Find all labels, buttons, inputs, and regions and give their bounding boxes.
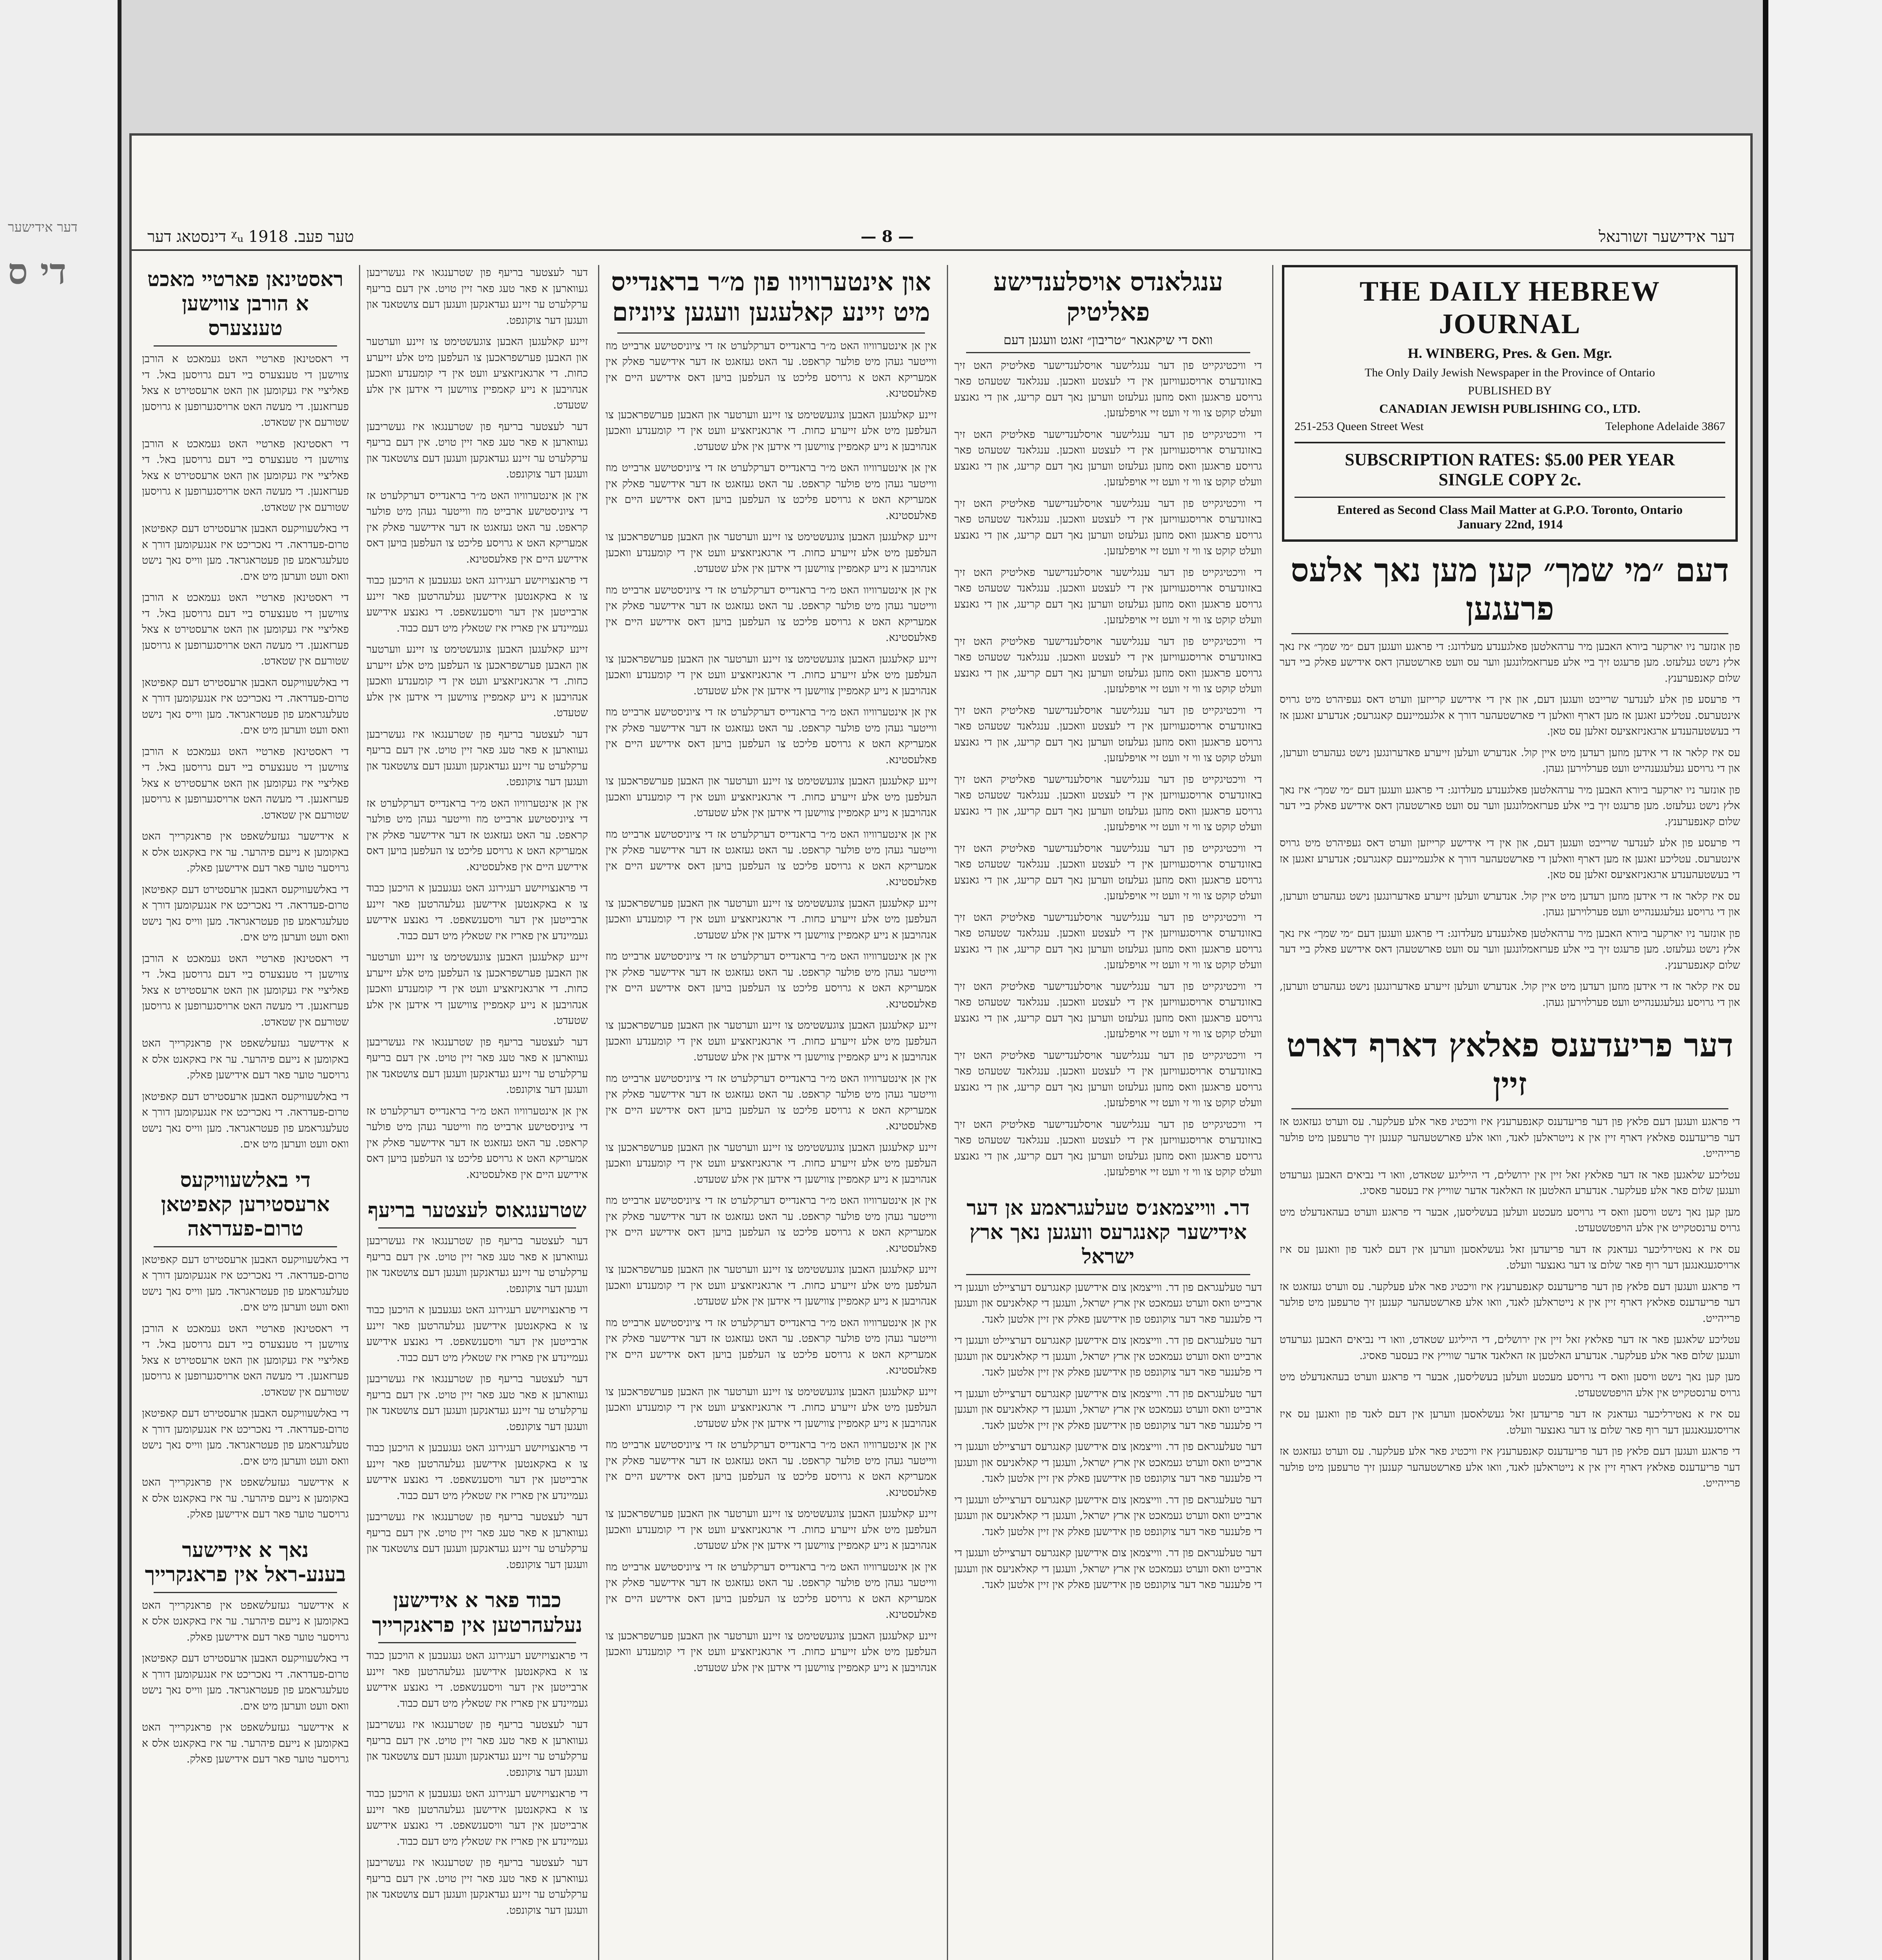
paragraph: די ראסטינאן פארטיי האט געמאכט א הורבן צווישען די טענצערס ביי דעם גרויסען באל. די פאליציי איז געקומען און האט ארעסטירט א צאל פערזאנען. די מעשה האט ארויסגערופען א גרויסען שטורעם אין שטאדט. <box>142 353 349 429</box>
paragraph: דער לעצטער בריעף פון שטרענגאו איז געשריבען געווארען א פאר טעג פאר זיין טויט. אין דעם בריעף ערקלערט ער זיינע געדאנקען וועגען דעם צושטאנד און וועגען דער צוקונפט. <box>366 420 588 480</box>
paragraph: מען קען נאך נישט וויסען וואס די גרויסע מעכטע וועלען בעשליסען, אבער די פראגע ווערט בעהאנדעלט מיט גרויס ערנסטקייט אין אלע הויפטשטעדט. <box>1280 1206 1740 1234</box>
paragraph: אין אן אינטערוויוו האט מ״ר בראנדייס דערקלערט אז די ציוניסטישע ארבייט מוז ווייטער געהן מיט פולער קראפט. ער האט געזאגט אז דער אידישער פאלק אין אמעריקא האט א גרויסע פליכט צו העלפען בויען דאס אידישע היים אין פאלעסטינא. <box>606 1316 937 1377</box>
paragraph: א אידישער געזעלשאפט אין פראנקרייך האט באקומען א נייעם פיהרער. ער איז באקאנט אלס א גרויסער טוער פאר דעם אידישען פאלק. <box>142 1721 349 1766</box>
paragraph: זיינע קאלעגען האבען צוגעשטימט צו זיינע ווערטער און האבען פערשפראכען צו העלפען מיט אלע זייערע כחות. די ארגאניזאציע וועט אין די קומענדע וואכען אנהויבען א נייע קאמפיין צווישען די אידען אין אלע שטעדט. <box>366 643 588 719</box>
article-body <box>954 1280 1262 1593</box>
paragraph: די פראגע וועגען דעם פלאץ פון דער פריעדענס קאנפערענץ איז וויכטיג פאר אלע פעלקער. עס ווערט געזאגט אז דער פריעדענס פאלאץ דארף זיין אין א נייטראלען לאנד, וואו אלע פארשטעהער קענען זיך טרעפען מיט פולער פרייהייט. <box>1280 1445 1740 1490</box>
paragraph: אין אן אינטערוויוו האט מ״ר בראנדייס דערקלערט אז די ציוניסטישע ארבייט מוז ווייטער געהן מיט פולער קראפט. ער האט געזאגט אז דער אידישער פאלק אין אמעריקא האט א גרויסע פליכט צו העלפען בויען דאס אידישע היים אין פאלעסטינא. <box>606 339 937 400</box>
paragraph: עטליכע שלאגען פאר אז דער פאלאץ זאל זיין אין ירושלים, די הייליגע שטאדט, וואו די נביאים האבען גערעדט וועגען שלום פאר אלע פעלקער. אנדערע האלטען אז האלאנד אדער שווייץ איז בעסער פאסיג. <box>1280 1334 1740 1362</box>
article-body <box>142 1252 349 1523</box>
divider <box>1291 1108 1728 1109</box>
paragraph: די וויכטיגקייט פון דער ענגלישער אויסלענדישער פאליטיק האט זיך באזונדערס ארויסגעוויזען אין די לעצטע וואכען. ענגלאנד שטעהט פאר גרויסע פראגען וואס מוזען געלעזט ווערען נאך דעם קריעג, און די גאנצע וועלט קוקט צו ווי זי וועט זיי אויפלעזען. <box>954 566 1262 626</box>
paragraph: זיינע קאלעגען האבען צוגעשטימט צו זיינע ווערטער און האבען פערשפראכען צו העלפען מיט אלע זייערע כחות. די ארגאניזאציע וועט אין די קומענדע וואכען אנהויבען א נייע קאמפיין צווישען די אידען אין אלע שטעדט. <box>366 336 588 411</box>
article-body <box>142 1598 349 1768</box>
paragraph: א אידישער געזעלשאפט אין פראנקרייך האט באקומען א נייעם פיהרער. ער איז באקאנט אלס א גרויסער טוער פאר דעם אידישען פאלק. <box>142 1476 349 1521</box>
cut-off-running-head: דער אידישער <box>8 220 78 235</box>
headline-bolsheviks: די באלשעוויקעס ארעסטירען קאפיטאן טרום-פעדראה <box>161 1168 330 1241</box>
paragraph: אין אן אינטערוויוו האט מ״ר בראנדייס דערקלערט אז די ציוניסטישע ארבייט מוז ווייטער געהן מיט פולער קראפט. ער האט געזאגט אז דער אידישער פאלק אין אמעריקא האט א גרויסע פליכט צו העלפען בויען דאס אידישע היים אין פאלעסטינא. <box>366 1105 588 1181</box>
paragraph: די פראנצויזישע רעגירונג האט געגעבען א הויכען כבוד צו א באקאנטען אידישען געלעהרטען פאר זיינע ארבייטען אין דער וויסענשאפט. די גאנצע אידישע געמיינדע אין פאריז איז שטאלץ מיט דעם כבוד. <box>366 1788 588 1847</box>
paragraph: די פרעסע פון אלע לענדער שרייבט וועגען דעם, און אין די אידישע קרייזען ווערט דאס געפיהרט מיט גרויס אינטערעס. עטליכע זאגען אז מען דארף וואלען די פארשטעהער דורך א אלגעמיינעם קאנגרעס; אנדערע זאגען אז די בעשטעהענדע ארגאניזאציעס זאלען עס טאן. <box>1280 837 1741 881</box>
paragraph: זיינע קאלעגען האבען צוגעשטימט צו זיינע ווערטער און האבען פערשפראכען צו העלפען מיט אלע זייערע כחות. די ארגאניזאציע וועט אין די קומענדע וואכען אנהויבען א נייע קאמפיין צווישען די אידען אין אלע שטעדט. <box>366 951 588 1027</box>
paragraph: די וויכטיגקייט פון דער ענגלישער אויסלענדישער פאליטיק האט זיך באזונדערס ארויסגעוויזען אין די לעצטע וואכען. ענגלאנד שטעהט פאר גרויסע פראגען וואס מוזען געלעזט ווערען נאך דעם קריעג, און די גאנצע וועלט קוקט צו ווי זי וועט זיי אויפלעזען. <box>954 497 1262 557</box>
masthead-box <box>1282 265 1738 542</box>
paragraph: דער לעצטער בריעף פון שטרענגאו איז געשריבען געווארען א פאר טעג פאר זיין טויט. אין דעם בריעף ערקלערט ער זיינע געדאנקען וועגען דעם צושטאנד און וועגען דער צוקונפט. <box>366 1511 588 1571</box>
paragraph: די באלשעוויקעס האבען ארעסטירט דעם קאפיטאן טרום-פעדראה. די נאכריכט איז אנגעקומען דורך א טעלעגראמע פון פעטראגראד. מען ווייס נאך נישט וואס וועט ווערען מיט אים. <box>142 1652 349 1712</box>
article-body <box>1280 639 1740 1011</box>
subscription-rates: SUBSCRIPTION RATES: $5.00 PER YEAR <box>1295 442 1725 470</box>
paragraph: אין אן אינטערוויוו האט מ״ר בראנדייס דערקלערט אז די ציוניסטישע ארבייט מוז ווייטער געהן מיט פולער קראפט. ער האט געזאגט אז דער אידישער פאלק אין אמעריקא האט א גרויסע פליכט צו העלפען בויען דאס אידישע היים אין פאלעסטינא. <box>366 489 588 565</box>
mail-entry-notice: Entered as Second Class Mail Matter at G.P.O. Toronto, Ontario <box>1295 497 1725 517</box>
divider <box>966 352 1250 353</box>
paragraph: די באלשעוויקעס האבען ארעסטירט דעם קאפיטאן טרום-פעדראה. די נאכריכט איז אנגעקומען דורך א טעלעגראמע פון פעטראגראד. מען ווייס נאך נישט וואס וועט ווערען מיט אים. <box>142 883 349 944</box>
column-1 <box>947 265 1268 1960</box>
paragraph: די וויכטיגקייט פון דער ענגלישער אויסלענדישער פאליטיק האט זיך באזונדערס ארויסגעוויזען אין די לעצטע וואכען. ענגלאנד שטעהט פאר גרויסע פראגען וואס מוזען געלעזט ווערען נאך דעם קריעג, און די גאנצע וועלט קוקט צו ווי זי וועט זיי אויפלעזען. <box>954 359 1262 419</box>
paragraph: די פרעסע פון אלע לענדער שרייבט וועגען דעם, און אין די אידישע קרייזען ווערט דאס געפיהרט מיט גרויס אינטערעס. עטליכע זאגען אז מען דארף וואלען די פארשטעהער דורך א אלגעמיינעם קאנגרעס; אנדערע זאגען אז די בעשטעהענדע ארגאניזאציעס זאלען עס טאן. <box>1280 693 1741 738</box>
mail-entry-date: January 22nd, 1914 <box>1457 517 1563 531</box>
paragraph: דער לעצטער בריעף פון שטרענגאו איז געשריבען געווארען א פאר טעג פאר זיין טויט. אין דעם בריעף ערקלערט ער זיינע געדאנקען וועגען דעם צושטאנד און וועגען דער צוקונפט. <box>366 267 588 327</box>
subheadline: וואס די שיקאגאר ״טריבון״ זאגט וועגען דעם <box>1003 332 1213 347</box>
paragraph: די פראנצויזישע רעגירונג האט געגעבען א הויכען כבוד צו א באקאנטען אידישען געלעהרטען פאר זיינע ארבייטען אין דער וויסענשאפט. די גאנצע אידישע געמיינדע אין פאריז איז שטאלץ מיט דעם כבוד. <box>366 1442 588 1502</box>
divider <box>378 1642 576 1643</box>
paragraph: אין אן אינטערוויוו האט מ״ר בראנדייס דערקלערט אז די ציוניסטישע ארבייט מוז ווייטער געהן מיט פולער קראפט. ער האט געזאגט אז דער אידישער פאלק אין אמעריקא האט א גרויסע פליכט צו העלפען בויען דאס אידישע היים אין פאלעסטינא. <box>606 950 937 1010</box>
paragraph: דער טעלעגראם פון דר. ווייצמאן צום אידישען קאנגרעס דערציילט וועגען די ארבייט וואס ווערט געמאכט אין ארץ ישראל, וועגען די קאלאניעס און וועגען די פלענער פאר דער צוקונפט פון אידישען פאלק אין זיין אלטען לאנד. <box>954 1441 1262 1485</box>
divider <box>378 1227 576 1229</box>
paragraph: זיינע קאלעגען האבען צוגעשטימט צו זיינע ווערטער און האבען פערשפראכען צו העלפען מיט אלע זייערע כחות. די ארגאניזאציע וועט אין די קומענדע וואכען אנהויבען א נייע קאמפיין צווישען די אידען אין אלע שטעדט. <box>606 775 937 819</box>
masthead-telephone: Telephone Adelaide 3867 <box>1605 420 1725 433</box>
divider <box>617 332 925 334</box>
column-4 <box>136 265 355 1960</box>
divider <box>154 1246 337 1247</box>
article-body <box>366 265 588 1183</box>
paragraph: פון אונזער ניו יארקער ביורא האבען מיר ערהאלטען פאלגענדע מעלדונג: די פראגע וועגען דעם ״מי שמך״ איז נאך אלץ נישט געלעזט. מען פרעגט זיך ביי אלע פערזאמלונגען ווער עס וועט פארשטעהן דאס אידישע פאלק ביי דער שלום קאנפערענץ. <box>1280 640 1740 684</box>
running-head-title: דער אידישער זשורנאל <box>1599 228 1735 246</box>
paragraph: די ראסטינאן פארטיי האט געמאכט א הורבן צווישען די טענצערס ביי דעם גרויסען באל. די פאליציי איז געקומען און האט ארעסטירט א צאל פערזאנען. די מעשה האט ארויסגערופען א גרויסען שטורעם אין שטאדט. <box>142 952 349 1028</box>
column-3 <box>359 265 594 1960</box>
masthead-address-row <box>1295 420 1725 433</box>
running-head-date: דינסטאג דער ᵡᵤ טער פעב. 1918 <box>147 228 354 246</box>
paragraph: פון אונזער ניו יארקער ביורא האבען מיר ערהאלטען פאלגענדע מעלדונג: די פראגע וועגען דעם ״מי שמך״ איז נאך אלץ נישט געלעזט. מען פרעגט זיך ביי אלע פערזאמלונגען ווער עס וועט פארשטעהן דאס אידישע פאלק ביי דער שלום קאנפערענץ. <box>1280 927 1740 971</box>
paragraph: די פראנצויזישע רעגירונג האט געגעבען א הויכען כבוד צו א באקאנטען אידישען געלעהרטען פאר זיינע ארבייטען אין דער וויסענשאפט. די גאנצע אידישע געמיינדע אין פאריז איז שטאלץ מיט דעם כבוד. <box>366 1650 588 1710</box>
paragraph: אין אן אינטערוויוו האט מ״ר בראנדייס דערקלערט אז די ציוניסטישע ארבייט מוז ווייטער געהן מיט פולער קראפט. ער האט געזאגט אז דער אידישער פאלק אין אמעריקא האט א גרויסע פליכט צו העלפען בויען דאס אידישע היים אין פאלעסטינא. <box>606 462 937 522</box>
paragraph: א אידישער געזעלשאפט אין פראנקרייך האט באקומען א נייעם פיהרער. ער איז באקאנט אלס א גרויסער טוער פאר דעם אידישען פאלק. <box>142 1037 349 1082</box>
article-body <box>1280 1114 1740 1492</box>
paragraph: עס איז קלאר אז די אידען מוזען רעדען מיט איין קול. אנדערש וועלען זייערע פאדערונגען נישט געהערט ווערען, און די גרויסע געלעגענהייט וועט פערלוירען געהן. <box>1280 980 1740 1009</box>
paragraph: אין אן אינטערוויוו האט מ״ר בראנדייס דערקלערט אז די ציוניסטישע ארבייט מוז ווייטער געהן מיט פולער קראפט. ער האט געזאגט אז דער אידישער פאלק אין אמעריקא האט א גרויסע פליכט צו העלפען בויען דאס אידישע היים אין פאלעסטינא. <box>606 706 937 766</box>
headline-england-foreign-policy: ענגלאנדס אויסלענדישע פאליטיק <box>993 267 1223 327</box>
column-main <box>1272 265 1746 1960</box>
cut-off-headline: די ס <box>8 251 67 292</box>
paragraph: דער טעלעגראם פון דר. ווייצמאן צום אידישען קאנגרעס דערציילט וועגען די ארבייט וואס ווערט געמאכט אין ארץ ישראל, וועגען די קאלאניעס און וועגען די פלענער פאר דער צוקונפט פון אידישען פאלק אין זיין אלטען לאנד. <box>954 1547 1262 1591</box>
running-head <box>132 226 1750 251</box>
masthead-title: THE DAILY HEBREW JOURNAL <box>1360 276 1660 339</box>
page-number: — 8 — <box>861 227 914 246</box>
paragraph: עס איז קלאר אז די אידען מוזען רעדען מיט איין קול. אנדערש וועלען זייערע פאדערונגען נישט געהערט ווערען, און די גרויסע געלעגענהייט וועט פערלוירען געהן. <box>1280 746 1740 775</box>
paragraph: די וויכטיגקייט פון דער ענגלישער אויסלענדישער פאליטיק האט זיך באזונדערס ארויסגעוויזען אין די לעצטע וואכען. ענגלאנד שטעהט פאר גרויסע פראגען וואס מוזען געלעזט ווערען נאך דעם קריעג, און די גאנצע וועלט קוקט צו ווי זי וועט זיי אויפלעזען. <box>954 773 1262 833</box>
paragraph: דער לעצטער בריעף פון שטרענגאו איז געשריבען געווארען א פאר טעג פאר זיין טויט. אין דעם בריעף ערקלערט ער זיינע געדאנקען וועגען דעם צושטאנד און וועגען דער צוקונפט. <box>366 1036 588 1096</box>
paragraph: די פראנצויזישע רעגירונג האט געגעבען א הויכען כבוד צו א באקאנטען אידישען געלעהרטען פאר זיינע ארבייטען אין דער וויסענשאפט. די גאנצע אידישע געמיינדע אין פאריז איז שטאלץ מיט דעם כבוד. <box>366 1304 588 1364</box>
headline-weizmann-telegram: דר. ווייצמאנ׳ס טעלעגראמע אן דער אידישער קאנגרעס וועגען נאך ארץ ישראל <box>966 1196 1250 1269</box>
paragraph: די וויכטיגקייט פון דער ענגלישער אויסלענדישער פאליטיק האט זיך באזונדערס ארויסגעוויזען אין די לעצטע וואכען. ענגלאנד שטעהט פאר גרויסע פראגען וואס מוזען געלעזט ווערען נאך דעם קריעג, און די גאנצע וועלט קוקט צו ווי זי וועט זיי אויפלעזען. <box>954 704 1262 764</box>
masthead-published-by: PUBLISHED BY <box>1468 384 1552 397</box>
paragraph: אין אן אינטערוויוו האט מ״ר בראנדייס דערקלערט אז די ציוניסטישע ארבייט מוז ווייטער געהן מיט פולער קראפט. ער האט געזאגט אז דער אידישער פאלק אין אמעריקא האט א גרויסע פליכט צו העלפען בויען דאס אידישע היים אין פאלעסטינא. <box>606 584 937 644</box>
paragraph: די פראגע וועגען דעם פלאץ פון דער פריעדענס קאנפערענץ איז וויכטיג פאר אלע פעלקער. עס ווערט געזאגט אז דער פריעדענס פאלאץ דארף זיין אין א נייטראלען לאנד, וואו אלע פארשטעהער קענען זיך טרעפען מיט פולער פרייהייט. <box>1280 1116 1740 1160</box>
paragraph: די פראגע וועגען דעם פלאץ פון דער פריעדענס קאנפערענץ איז וויכטיג פאר אלע פעלקער. עס ווערט געזאגט אז דער פריעדענס פאלאץ דארף זיין אין א נייטראלען לאנד, וואו אלע פארשטעהער קענען זיך טרעפען מיט פולער פרייהייט. <box>1280 1280 1740 1325</box>
paragraph: זיינע קאלעגען האבען צוגעשטימט צו זיינע ווערטער און האבען פערשפראכען צו העלפען מיט אלע זייערע כחות. די ארגאניזאציע וועט אין די קומענדע וואכען אנהויבען א נייע קאמפיין צווישען די אידען אין אלע שטעדט. <box>606 1263 937 1308</box>
headline-jewish-general: נאך א אידישער בענע-ראל אין פראנקרייך <box>145 1538 346 1587</box>
paragraph: די וויכטיגקייט פון דער ענגלישער אויסלענדישער פאליטיק האט זיך באזונדערס ארויסגעוויזען אין די לעצטע וואכען. ענגלאנד שטעהט פאר גרויסע פראגען וואס מוזען געלעזט ווערען נאך דעם קריעג, און די גאנצע וועלט קוקט צו ווי זי וועט זיי אויפלעזען. <box>954 1049 1262 1109</box>
paragraph: די פראנצויזישע רעגירונג האט געגעבען א הויכען כבוד צו א באקאנטען אידישען געלעהרטען פאר זיינע ארבייטען אין דער וויסענשאפט. די גאנצע אידישע געמיינדע אין פאריז איז שטאלץ מיט דעם כבוד. <box>366 574 588 634</box>
paragraph: עס איז א נאטירליכער געדאנק אז דער פריעדען זאל געשלאסען ווערען אין דעם לאנד פון וואנען עס איז ארויסגעגאנגען דער רוף פאר שלום צו דער גאנצער וועלט. <box>1280 1243 1740 1272</box>
paragraph: דער טעלעגראם פון דר. ווייצמאן צום אידישען קאנגרעס דערציילט וועגען די ארבייט וואס ווערט געמאכט אין ארץ ישראל, וועגען די קאלאניעס און וועגען די פלענער פאר דער צוקונפט פון אידישען פאלק אין זיין אלטען לאנד. <box>954 1494 1262 1538</box>
paragraph: זיינע קאלעגען האבען צוגעשטימט צו זיינע ווערטער און האבען פערשפראכען צו העלפען מיט אלע זייערע כחות. די ארגאניזאציע וועט אין די קומענדע וואכען אנהויבען א נייע קאמפיין צווישען די אידען אין אלע שטעדט. <box>606 1141 937 1185</box>
paragraph: די וויכטיגקייט פון דער ענגלישער אויסלענדישער פאליטיק האט זיך באזונדערס ארויסגעוויזען אין די לעצטע וואכען. ענגלאנד שטעהט פאר גרויסע פראגען וואס מוזען געלעזט ווערען נאך דעם קריעג, און די גאנצע וועלט קוקט צו ווי זי וועט זיי אויפלעזען. <box>954 911 1262 971</box>
headline-rastinan-party: ראסטינאן פארטיי מאכט א הורבן צווישען טענצערס <box>147 267 344 340</box>
masthead-publisher: CANADIAN JEWISH PUBLISHING CO., LTD. <box>1379 401 1641 416</box>
paragraph: א אידישער געזעלשאפט אין פראנקרייך האט באקומען א נייעם פיהרער. ער איז באקאנט אלס א גרויסער טוער פאר דעם אידישען פאלק. <box>142 830 349 875</box>
paragraph: די פראנצויזישע רעגירונג האט געגעבען א הויכען כבוד צו א באקאנטען אידישען געלעהרטען פאר זיינע ארבייטען אין דער וויסענשאפט. די גאנצע אידישע געמיינדע אין פאריז איז שטאלץ מיט דעם כבוד. <box>366 882 588 942</box>
paragraph: אין אן אינטערוויוו האט מ״ר בראנדייס דערקלערט אז די ציוניסטישע ארבייט מוז ווייטער געהן מיט פולער קראפט. ער האט געזאגט אז דער אידישער פאלק אין אמעריקא האט א גרויסע פליכט צו העלפען בויען דאס אידישע היים אין פאלעסטינא. <box>606 1072 937 1132</box>
film-margin-left <box>0 0 121 1960</box>
paragraph: די ראסטינאן פארטיי האט געמאכט א הורבן צווישען די טענצערס ביי דעם גרויסען באל. די פאליציי איז געקומען און האט ארעסטירט א צאל פערזאנען. די מעשה האט ארויסגערופען א גרויסען שטורעם אין שטאדט. <box>142 745 349 821</box>
paragraph: די וויכטיגקייט פון דער ענגלישער אויסלענדישער פאליטיק האט זיך באזונדערס ארויסגעוויזען אין די לעצטע וואכען. ענגלאנד שטעהט פאר גרויסע פראגען וואס מוזען געלעזט ווערען נאך דעם קריעג, און די גאנצע וועלט קוקט צו ווי זי וועט זיי אויפלעזען. <box>954 842 1262 902</box>
article-body <box>606 338 937 1676</box>
paragraph: זיינע קאלעגען האבען צוגעשטימט צו זיינע ווערטער און האבען פערשפראכען צו העלפען מיט אלע זייערע כחות. די ארגאניזאציע וועט אין די קומענדע וואכען אנהויבען א נייע קאמפיין צווישען די אידען אין אלע שטעדט. <box>606 897 937 941</box>
paragraph: אין אן אינטערוויוו האט מ״ר בראנדייס דערקלערט אז די ציוניסטישע ארבייט מוז ווייטער געהן מיט פולער קראפט. ער האט געזאגט אז דער אידישער פאלק אין אמעריקא האט א גרויסע פליכט צו העלפען בויען דאס אידישע היים אין פאלעסטינא. <box>366 797 588 873</box>
paragraph: די ראסטינאן פארטיי האט געמאכט א הורבן צווישען די טענצערס ביי דעם גרויסען באל. די פאליציי איז געקומען און האט ארעסטירט א צאל פערזאנען. די מעשה האט ארויסגערופען א גרויסען שטורעם אין שטאדט. <box>142 1322 349 1398</box>
paragraph: די באלשעוויקעס האבען ארעסטירט דעם קאפיטאן טרום-פעדראה. די נאכריכט איז אנגעקומען דורך א טעלעגראמע פון פעטראגראד. מען ווייס נאך נישט וואס וועט ווערען מיט אים. <box>142 1407 349 1467</box>
column-2 <box>598 265 943 1960</box>
paragraph: אין אן אינטערוויוו האט מ״ר בראנדייס דערקלערט אז די ציוניסטישע ארבייט מוז ווייטער געהן מיט פולער קראפט. ער האט געזאגט אז דער אידישער פאלק אין אמעריקא האט א גרויסע פליכט צו העלפען בויען דאס אידישע היים אין פאלעסטינא. <box>606 1439 937 1499</box>
paragraph: די באלשעוויקעס האבען ארעסטירט דעם קאפיטאן טרום-פעדראה. די נאכריכט איז אנגעקומען דורך א טעלעגראמע פון פעטראגראד. מען ווייס נאך נישט וואס וועט ווערען מיט אים. <box>142 676 349 737</box>
paragraph: דער לעצטער בריעף פון שטרענגאו איז געשריבען געווארען א פאר טעג פאר זיין טויט. אין דעם בריעף ערקלערט ער זיינע געדאנקען וועגען דעם צושטאנד און וועגען דער צוקונפט. <box>366 1857 588 1916</box>
paragraph: די באלשעוויקעס האבען ארעסטירט דעם קאפיטאן טרום-פעדראה. די נאכריכט איז אנגעקומען דורך א טעלעגראמע פון פעטראגראד. מען ווייס נאך נישט וואס וועט ווערען מיט אים. <box>142 523 349 583</box>
article-body <box>142 351 349 1152</box>
headline-brandeis-interview: און אינטערוויוו פון מ״ר בראנדייס מיט זיינע קאלעגען וועגען ציוניזם <box>611 267 931 327</box>
newspaper-page <box>129 133 1753 1960</box>
paragraph: פון אונזער ניו יארקער ביורא האבען מיר ערהאלטען פאלגענדע מעלדונג: די פראגע וועגען דעם ״מי שמך״ איז נאך אלץ נישט געלעזט. מען פרעגט זיך ביי אלע פערזאמלונגען ווער עס וועט פארשטעהן דאס אידישע פאלק ביי דער שלום קאנפערענץ. <box>1280 784 1740 828</box>
paragraph: די וויכטיגקייט פון דער ענגלישער אויסלענדישער פאליטיק האט זיך באזונדערס ארויסגעוויזען אין די לעצטע וואכען. ענגלאנד שטעהט פאר גרויסע פראגען וואס מוזען געלעזט ווערען נאך דעם קריעג, און די גאנצע וועלט קוקט צו ווי זי וועט זיי אויפלעזען. <box>954 980 1262 1040</box>
paragraph: זיינע קאלעגען האבען צוגעשטימט צו זיינע ווערטער און האבען פערשפראכען צו העלפען מיט אלע זייערע כחות. די ארגאניזאציע וועט אין די קומענדע וואכען אנהויבען א נייע קאמפיין צווישען די אידען אין אלע שטעדט. <box>606 1508 937 1552</box>
paragraph: די ראסטינאן פארטיי האט געמאכט א הורבן צווישען די טענצערס ביי דעם גרויסען באל. די פאליציי איז געקומען און האט ארעסטירט א צאל פערזאנען. די מעשה האט ארויסגערופען א גרויסען שטורעם אין שטאדט. <box>142 437 349 514</box>
paragraph: זיינע קאלעגען האבען צוגעשטימט צו זיינע ווערטער און האבען פערשפראכען צו העלפען מיט אלע זייערע כחות. די ארגאניזאציע וועט אין די קומענדע וואכען אנהויבען א נייע קאמפיין צווישען די אידען אין אלע שטעדט. <box>606 1019 937 1063</box>
paragraph: דער לעצטער בריעף פון שטרענגאו איז געשריבען געווארען א פאר טעג פאר זיין טויט. אין דעם בריעף ערקלערט ער זיינע געדאנקען וועגען דעם צושטאנד און וועגען דער צוקונפט. <box>366 728 588 788</box>
paragraph: זיינע קאלעגען האבען צוגעשטימט צו זיינע ווערטער און האבען פערשפראכען צו העלפען מיט אלע זייערע כחות. די ארגאניזאציע וועט אין די קומענדע וואכען אנהויבען א נייע קאמפיין צווישען די אידען אין אלע שטעדט. <box>606 1385 937 1430</box>
paragraph: דער טעלעגראם פון דר. ווייצמאן צום אידישען קאנגרעס דערציילט וועגען די ארבייט וואס ווערט געמאכט אין ארץ ישראל, וועגען די קאלאניעס און וועגען די פלענער פאר דער צוקונפט פון אידישען פאלק אין זיין אלטען לאנד. <box>954 1387 1262 1432</box>
paragraph: די באלשעוויקעס האבען ארעסטירט דעם קאפיטאן טרום-פעדראה. די נאכריכט איז אנגעקומען דורך א טעלעגראמע פון פעטראגראד. מען ווייס נאך נישט וואס וועט ווערען מיט אים. <box>142 1090 349 1151</box>
paragraph: אין אן אינטערוויוו האט מ״ר בראנדייס דערקלערט אז די ציוניסטישע ארבייט מוז ווייטער געהן מיט פולער קראפט. ער האט געזאגט אז דער אידישער פאלק אין אמעריקא האט א גרויסע פליכט צו העלפען בויען דאס אידישע היים אין פאלעסטינא. <box>606 828 937 888</box>
paragraph: עס איז קלאר אז די אידען מוזען רעדען מיט איין קול. אנדערש וועלען זייערע פאדערונגען נישט געהערט ווערען, און די גרויסע געלעגענהייט וועט פערלוירען געהן. <box>1280 890 1740 918</box>
paragraph: דער טעלעגראם פון דר. ווייצמאן צום אידישען קאנגרעס דערציילט וועגען די ארבייט וואס ווערט געמאכט אין ארץ ישראל, וועגען די קאלאניעס און וועגען די פלענער פאר דער צוקונפט פון אידישען פאלק אין זיין אלטען לאנד. <box>954 1281 1262 1325</box>
headline-peace-palace: דער פריעדענס פאלאץ דארף דארט זיין <box>1286 1027 1733 1103</box>
paragraph: די ראסטינאן פארטיי האט געמאכט א הורבן צווישען די טענצערס ביי דעם גרויסען באל. די פאליציי איז געקומען און האט ארעסטירט א צאל פערזאנען. די מעשה האט ארויסגערופען א גרויסען שטורעם אין שטאדט. <box>142 592 349 668</box>
paragraph: זיינע קאלעגען האבען צוגעשטימט צו זיינע ווערטער און האבען פערשפראכען צו העלפען מיט אלע זייערע כחות. די ארגאניזאציע וועט אין די קומענדע וואכען אנהויבען א נייע קאמפיין צווישען די אידען אין אלע שטעדט. <box>606 408 937 453</box>
masthead-address: 251-253 Queen Street West <box>1295 420 1424 433</box>
paragraph: עטליכע שלאגען פאר אז דער פאלאץ זאל זיין אין ירושלים, די הייליגע שטאדט, וואו די נביאים האבען גערעדט וועגען שלום פאר אלע פעלקער. אנדערע האלטען אז האלאנד אדער שווייץ איז בעסער פאסיג. <box>1280 1169 1740 1197</box>
paragraph: די באלשעוויקעס האבען ארעסטירט דעם קאפיטאן טרום-פעדראה. די נאכריכט איז אנגעקומען דורך א טעלעגראמע פון פעטראגראד. מען ווייס נאך נישט וואס וועט ווערען מיט אים. <box>142 1253 349 1314</box>
article-body <box>366 1233 588 1573</box>
paragraph: דער לעצטער בריעף פון שטרענגאו איז געשריבען געווארען א פאר טעג פאר זיין טויט. אין דעם בריעף ערקלערט ער זיינע געדאנקען וועגען דעם צושטאנד און וועגען דער צוקונפט. <box>366 1373 588 1433</box>
paragraph: אין אן אינטערוויוו האט מ״ר בראנדייס דערקלערט אז די ציוניסטישע ארבייט מוז ווייטער געהן מיט פולער קראפט. ער האט געזאגט אז דער אידישער פאלק אין אמעריקא האט א גרויסע פליכט צו העלפען בויען דאס אידישע היים אין פאלעסטינא. <box>606 1194 937 1254</box>
paragraph: זיינע קאלעגען האבען צוגעשטימט צו זיינע ווערטער און האבען פערשפראכען צו העלפען מיט אלע זייערע כחות. די ארגאניזאציע וועט אין די קומענדע וואכען אנהויבען א נייע קאמפיין צווישען די אידען אין אלע שטעדט. <box>606 1630 937 1674</box>
paragraph: די וויכטיגקייט פון דער ענגלישער אויסלענדישער פאליטיק האט זיך באזונדערס ארויסגעוויזען אין די לעצטע וואכען. ענגלאנד שטעהט פאר גרויסע פראגען וואס מוזען געלעזט ווערען נאך דעם קריעג, און די גאנצע וועלט קוקט צו ווי זי וועט זיי אויפלעזען. <box>954 635 1262 695</box>
paragraph: די וויכטיגקייט פון דער ענגלישער אויסלענדישער פאליטיק האט זיך באזונדערס ארויסגעוויזען אין די לעצטע וואכען. ענגלאנד שטעהט פאר גרויסע פראגען וואס מוזען געלעזט ווערען נאך דעם קריעג, און די גאנצע וועלט קוקט צו ווי זי וועט זיי אויפלעזען. <box>954 428 1262 488</box>
paragraph: זיינע קאלעגען האבען צוגעשטימט צו זיינע ווערטער און האבען פערשפראכען צו העלפען מיט אלע זייערע כחות. די ארגאניזאציע וועט אין די קומענדע וואכען אנהויבען א נייע קאמפיין צווישען די אידען אין אלע שטעדט. <box>606 531 937 575</box>
divider <box>154 345 337 347</box>
paragraph: די וויכטיגקייט פון דער ענגלישער אויסלענדישער פאליטיק האט זיך באזונדערס ארויסגעוויזען אין די לעצטע וואכען. ענגלאנד שטעהט פאר גרויסע פראגען וואס מוזען געלעזט ווערען נאך דעם קריעג, און די גאנצע וועלט קוקט צו ווי זי וועט זיי אויפלעזען. <box>954 1118 1262 1178</box>
paragraph: עס איז א נאטירליכער געדאנק אז דער פריעדען זאל געשלאסען ווערען אין דעם לאנד פון וואנען עס איז ארויסגעגאנגען דער רוף פאר שלום צו דער גאנצער וועלט. <box>1280 1408 1740 1436</box>
divider <box>1291 633 1728 634</box>
paragraph: מען קען נאך נישט וויסען וואס די גרויסע מעכטע וועלען בעשליסען, אבער די פראגע ווערט בעהאנדעלט מיט גרויס ערנסטקייט אין אלע הויפטשטעדט. <box>1280 1371 1740 1399</box>
headline-strengau-letter: שטרענגאוס לעצטער בריעף <box>368 1198 587 1222</box>
paragraph: אין אן אינטערוויוו האט מ״ר בראנדייס דערקלערט אז די ציוניסטישע ארבייט מוז ווייטער געהן מיט פולער קראפט. ער האט געזאגט אז דער אידישער פאלק אין אמעריקא האט א גרויסע פליכט צו העלפען בויען דאס אידישע היים אין פאלעסטינא. <box>606 1561 937 1621</box>
paragraph: דער טעלעגראם פון דר. ווייצמאן צום אידישען קאנגרעס דערציילט וועגען די ארבייט וואס ווערט געמאכט אין ארץ ישראל, וועגען די קאלאניעס און וועגען די פלענער פאר דער צוקונפט פון אידישען פאלק אין זיין אלטען לאנד. <box>954 1334 1262 1379</box>
divider <box>154 1592 337 1593</box>
film-margin-right <box>1763 0 1882 1960</box>
article-body <box>954 358 1262 1180</box>
divider <box>966 1274 1250 1275</box>
single-copy-price: SINGLE COPY 2c. <box>1438 470 1581 489</box>
paragraph: דער לעצטער בריעף פון שטרענגאו איז געשריבען געווארען א פאר טעג פאר זיין טויט. אין דעם בריעף ערקלערט ער זיינע געדאנקען וועגען דעם צושטאנד און וועגען דער צוקונפט. <box>366 1235 588 1295</box>
article-body <box>366 1648 588 1918</box>
paragraph: דער לעצטער בריעף פון שטרענגאו איז געשריבען געווארען א פאר טעג פאר זיין טויט. אין דעם בריעף ערקלערט ער זיינע געדאנקען וועגען דעם צושטאנד און וועגען דער צוקונפט. <box>366 1719 588 1779</box>
paragraph: זיינע קאלעגען האבען צוגעשטימט צו זיינע ווערטער און האבען פערשפראכען צו העלפען מיט אלע זייערע כחות. די ארגאניזאציע וועט אין די קומענדע וואכען אנהויבען א נייע קאמפיין צווישען די אידען אין אלע שטעדט. <box>606 653 937 697</box>
headline-honor-scholar: כבוד פאר א אידישען נעלעהרטען אין פראנקרייך <box>372 1588 582 1637</box>
paragraph: א אידישער געזעלשאפט אין פראנקרייך האט באקומען א נייעם פיהרער. ער איז באקאנט אלס א גרויסער טוער פאר דעם אידישען פאלק. <box>142 1599 349 1643</box>
headline-mi-shmach: דעם ״מי שמך״ קען מען נאך אלעס פרעגען <box>1291 552 1729 628</box>
masthead-tagline: The Only Daily Jewish Newspaper in the Province of Ontario <box>1365 366 1655 379</box>
masthead-manager: H. WINBERG, Pres. & Gen. Mgr. <box>1407 345 1612 361</box>
